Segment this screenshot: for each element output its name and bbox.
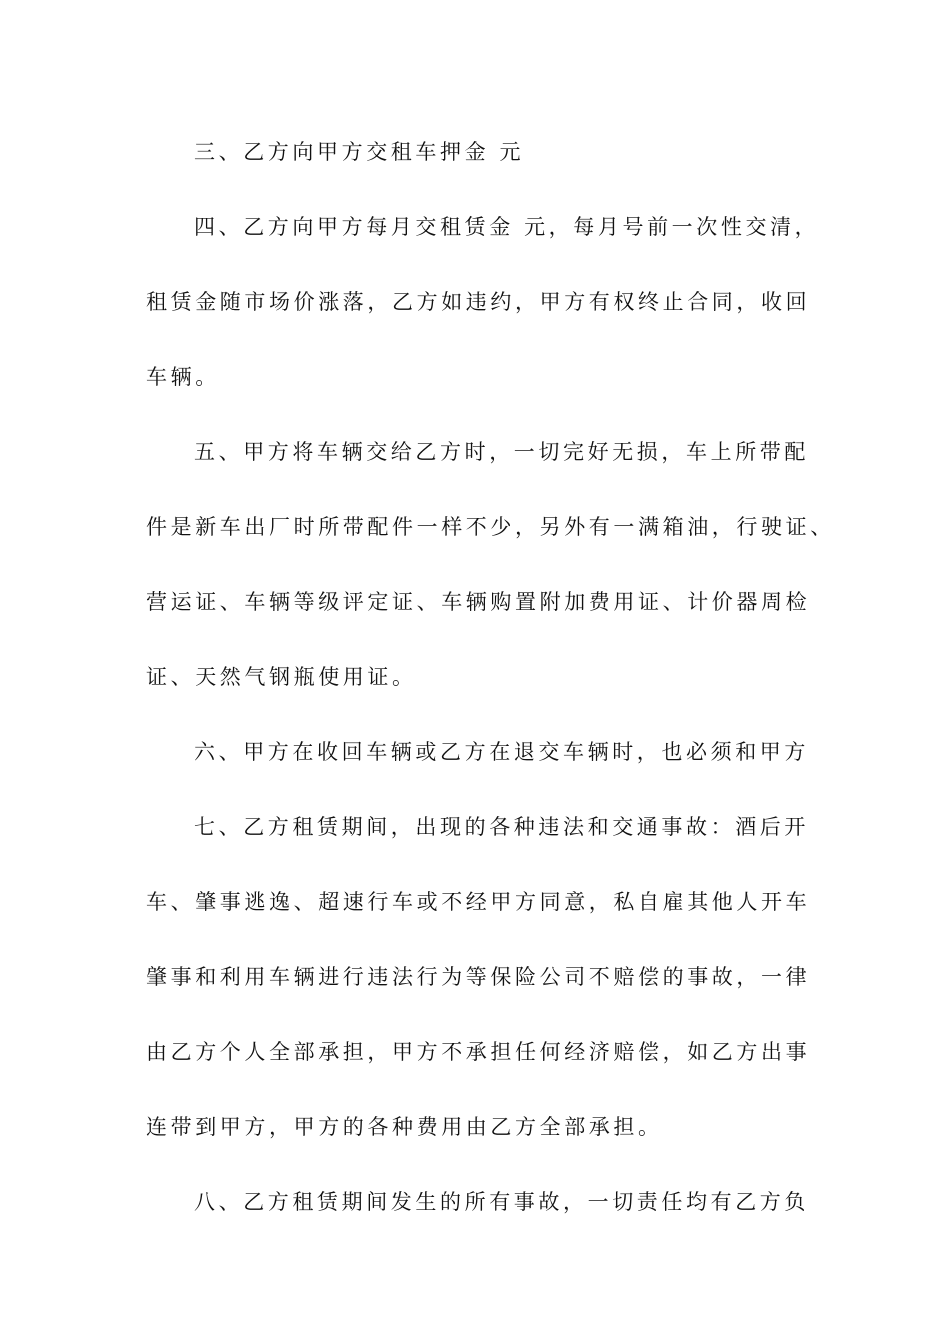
text-line-3: 租赁金随市场价涨落，乙方如违约，甲方有权终止合同，收回 — [146, 290, 811, 314]
text-line-5: 五、甲方将车辆交给乙方时，一切完好无损，车上所带配 — [194, 440, 809, 464]
text-line-4: 车辆。 — [146, 365, 220, 389]
text-line-10: 七、乙方租赁期间，出现的各种违法和交通事故：酒后开 — [194, 815, 809, 839]
text-line-15: 八、乙方租赁期间发生的所有事故，一切责任均有乙方负 — [194, 1190, 809, 1214]
text-line-8: 证、天然气钢瓶使用证。 — [146, 665, 417, 689]
text-line-6: 件是新车出厂时所带配件一样不少，另外有一满箱油，行驶证、 — [146, 515, 835, 539]
text-line-11: 车、肇事逃逸、超速行车或不经甲方同意，私自雇其他人开车 — [146, 890, 811, 914]
text-line-1: 三、乙方向甲方交租车押金 元 — [194, 140, 525, 164]
text-line-12: 肇事和利用车辆进行违法行为等保险公司不赔偿的事故，一律 — [146, 965, 811, 989]
text-line-14: 连带到甲方，甲方的各种费用由乙方全部承担。 — [146, 1115, 663, 1139]
text-line-13: 由乙方个人全部承担，甲方不承担任何经济赔偿，如乙方出事 — [146, 1040, 811, 1064]
text-line-2: 四、乙方向甲方每月交租赁金 元，每月号前一次性交清， — [194, 215, 820, 239]
text-line-9: 六、甲方在收回车辆或乙方在退交车辆时，也必须和甲方 — [194, 740, 809, 764]
text-line-7: 营运证、车辆等级评定证、车辆购置附加费用证、计价器周检 — [146, 590, 811, 614]
